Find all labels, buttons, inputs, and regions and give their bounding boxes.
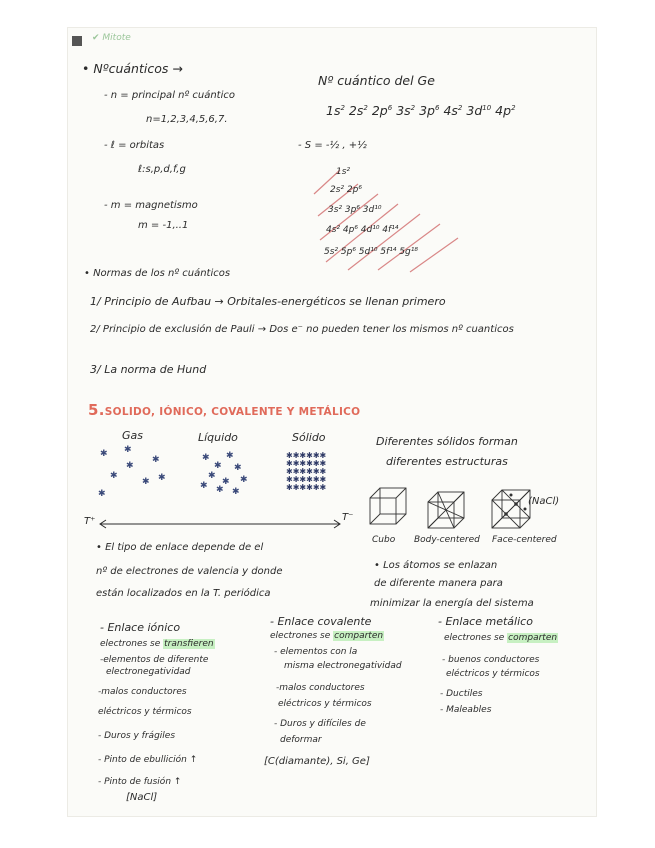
svg-text:✱: ✱ xyxy=(214,461,222,471)
svg-text:✱: ✱ xyxy=(142,477,150,487)
right-note-2: de diferente manera para xyxy=(374,578,503,589)
ionic-title: - Enlace iónico xyxy=(100,621,181,634)
covalent-share: electrones se comparten xyxy=(270,631,384,641)
svg-text:✱: ✱ xyxy=(98,489,106,499)
aufbau-row-2: 2s² 2p⁶ xyxy=(330,185,362,195)
metallic-line-4: - Maleables xyxy=(440,705,492,715)
svg-text:✱: ✱ xyxy=(110,471,118,481)
svg-text:✱: ✱ xyxy=(152,455,160,465)
metallic-line-3: - Ductiles xyxy=(440,689,483,699)
ionic-line-1: -elementos de diferente xyxy=(100,655,209,665)
rule-2: 2/ Principio de exclusión de Pauli → Dos e⁻ no pueden tener los mismos nº cuanticos xyxy=(90,324,514,335)
state-gas: Gas xyxy=(122,429,143,442)
covalent-title: - Enlace covalente xyxy=(270,615,372,628)
face-centered-structure xyxy=(488,486,534,534)
aufbau-row-3: 3s² 3p⁶ 3d¹⁰ xyxy=(328,205,382,215)
m-label: - m = magnetismo xyxy=(104,200,198,211)
different-2: diferentes estructuras xyxy=(386,455,508,468)
svg-text:✱: ✱ xyxy=(100,449,108,459)
svg-text:✱✱✱✱✱✱: ✱✱✱✱✱✱ xyxy=(286,467,327,476)
m-values: m = -1,..1 xyxy=(138,220,189,231)
binder-mark xyxy=(72,36,82,46)
l-label: - ℓ = orbitas xyxy=(104,140,165,151)
svg-text:✱: ✱ xyxy=(124,445,132,455)
ge-config: $1s^2$ $2s^2$ $2p^6$ $3s^2$ $3p^6$ $4s^2$ $3d^{10}$ $4p^2$ xyxy=(326,103,516,118)
covalent-line-6: deformar xyxy=(280,735,322,745)
state-liquid: Líquido xyxy=(198,431,238,444)
ionic-example: [NaCl] xyxy=(126,792,158,803)
structure-body-centered: Body-centered xyxy=(414,535,480,545)
states-of-matter-drawing xyxy=(90,444,370,534)
axis-right: T⁻ xyxy=(342,512,354,523)
aufbau-row-4: 4s² 4p⁶ 4d¹⁰ 4f¹⁴ xyxy=(326,225,399,235)
metallic-line-1: - buenos conductores xyxy=(442,655,540,665)
n-values: n=1,2,3,4,5,6,7. xyxy=(146,114,228,125)
ge-title: Nº cuántico del Ge xyxy=(318,73,435,88)
svg-text:✱: ✱ xyxy=(234,463,242,473)
body-centered-structure xyxy=(424,488,468,534)
ionic-line-3: -malos conductores xyxy=(98,687,187,697)
n-label: - n = principal nº cuántico xyxy=(104,90,235,101)
header-faded: ✔ Mitote xyxy=(92,33,131,43)
structure-cubo: Cubo xyxy=(372,535,396,545)
ionic-line-2: electronegatividad xyxy=(106,667,191,677)
covalent-line-2: misma electronegatividad xyxy=(284,661,402,671)
metallic-line-2: eléctricos y térmicos xyxy=(446,669,540,679)
covalent-line-3: -malos conductores xyxy=(276,683,365,693)
section-title: 5.SOLIDO, IÓNICO, COVALENTE Y METÁLICO xyxy=(88,401,361,419)
svg-text:✱: ✱ xyxy=(200,481,208,491)
rule-1: 1/ Principio de Aufbau → Orbitales-energéticos se llenan primero xyxy=(90,295,446,308)
svg-text:✱: ✱ xyxy=(240,475,248,485)
aufbau-row-1: 1s² xyxy=(336,167,351,177)
axis-left: T⁺ xyxy=(84,516,96,527)
ionic-transfer: electrones se transfieren xyxy=(100,639,214,649)
left-note-2: nº de electrones de valencia y donde xyxy=(96,566,283,577)
l-values: ℓ:s,p,d,f,g xyxy=(138,164,186,175)
svg-text:✱✱✱✱✱✱: ✱✱✱✱✱✱ xyxy=(286,483,327,492)
covalent-line-1: - elementos con la xyxy=(274,647,358,657)
ionic-line-7: - Pinto de fusión ↑ xyxy=(98,777,182,787)
rules-title: • Normas de los nº cuánticos xyxy=(84,268,231,279)
svg-text:✱✱✱✱✱✱: ✱✱✱✱✱✱ xyxy=(286,459,327,468)
state-solid: Sólido xyxy=(292,431,326,444)
svg-text:✱: ✱ xyxy=(226,451,234,461)
structure-face-centered: Face-centered xyxy=(492,535,557,545)
svg-text:✱: ✱ xyxy=(222,477,230,487)
different-1: Diferentes sólidos forman xyxy=(376,435,518,448)
quantum-title: • Nºcuánticos → xyxy=(82,61,183,76)
svg-text:✱: ✱ xyxy=(216,485,224,495)
ionic-line-4: eléctricos y térmicos xyxy=(98,707,192,717)
left-note-1: • El tipo de enlace depende de el xyxy=(96,542,264,553)
covalent-line-5: - Duros y difíciles de xyxy=(274,719,366,729)
svg-text:✱: ✱ xyxy=(232,487,240,497)
ionic-line-5: - Duros y frágiles xyxy=(98,731,176,741)
covalent-line-4: eléctricos y térmicos xyxy=(278,699,372,709)
svg-text:✱✱✱✱✱✱: ✱✱✱✱✱✱ xyxy=(286,451,327,460)
rule-3: 3/ La norma de Hund xyxy=(90,363,207,376)
metallic-title: - Enlace metálico xyxy=(438,615,533,628)
metallic-share: electrones se comparten xyxy=(444,633,558,643)
covalent-example: [C(diamante), Si, Ge] xyxy=(264,756,370,767)
svg-text:✱: ✱ xyxy=(202,453,210,463)
ionic-line-6: - Pinto de ebullición ↑ xyxy=(98,755,198,765)
svg-text:✱: ✱ xyxy=(208,471,216,481)
svg-text:✱: ✱ xyxy=(126,461,134,471)
svg-text:✱✱✱✱✱✱: ✱✱✱✱✱✱ xyxy=(286,475,327,484)
nacl-label: (NaCl) xyxy=(528,496,560,507)
simple-cubic-structure xyxy=(366,484,410,530)
left-note-3: están localizados en la T. periódica xyxy=(96,588,271,599)
s-label: - S = -½ , +½ xyxy=(298,140,367,151)
svg-text:✱: ✱ xyxy=(158,473,166,483)
right-note-1: • Los átomos se enlazan xyxy=(374,560,498,571)
right-note-3: minimizar la energía del sistema xyxy=(370,598,534,609)
aufbau-row-5: 5s² 5p⁶ 5d¹⁰ 5f¹⁴ 5g¹⁸ xyxy=(324,247,418,257)
